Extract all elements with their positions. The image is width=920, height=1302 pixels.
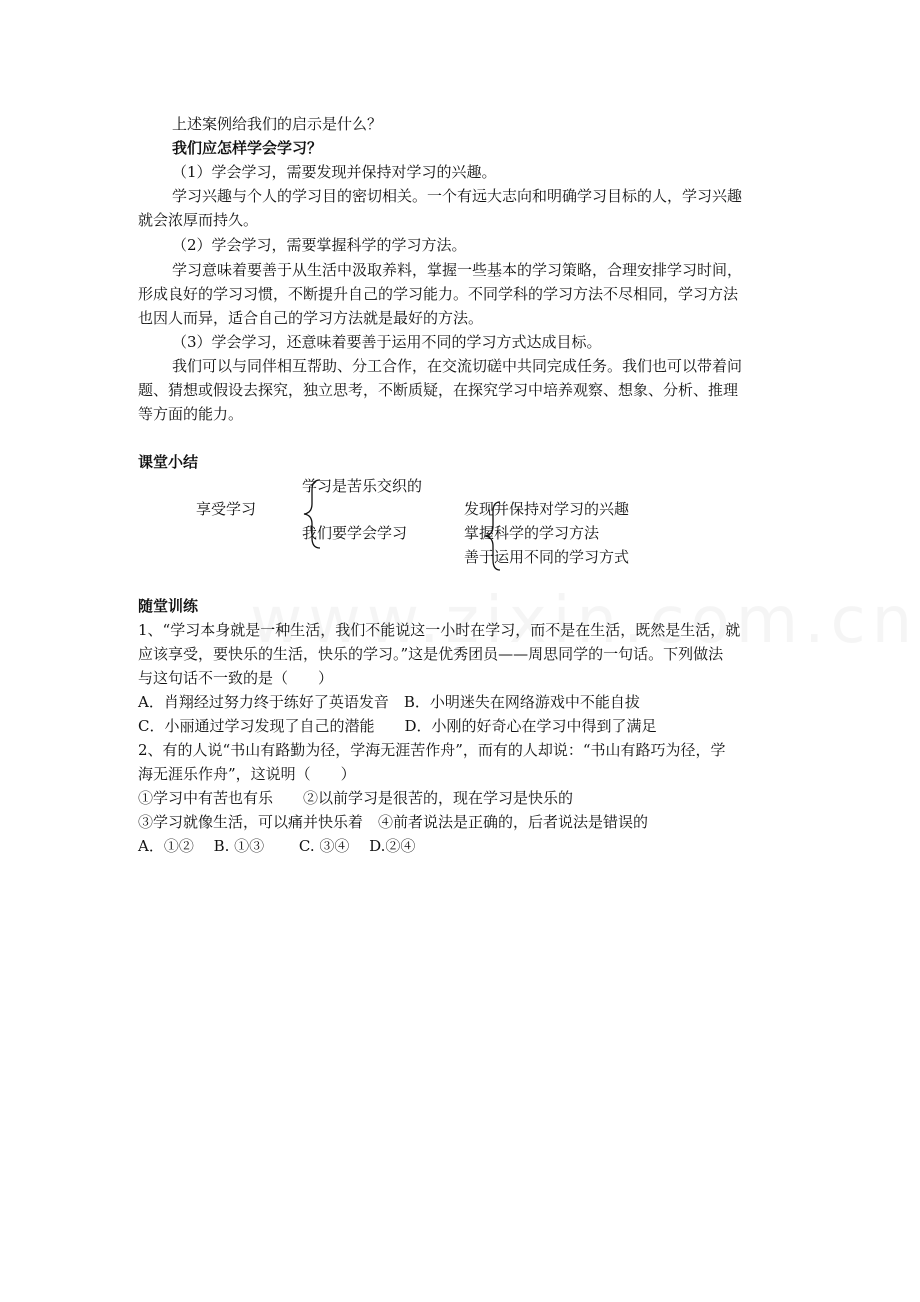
point-2-text: 学习意味着要善于从生活中汲取养料，掌握一些基本的学习策略，合理安排学习时间， (172, 261, 743, 279)
question-1-options: A．肖翔经过努力终于练好了英语发音 B．小明迷失在网络游戏中不能自拔 (138, 693, 640, 711)
point-3-text: 等方面的能力。 (138, 405, 244, 423)
point-2-text: 形成良好的学习习惯，不断提升自己的学习能力。不同学科的学习方法不尽相同，学习方法 (138, 285, 739, 303)
summary-sub-1: 发现并保持对学习的兴趣 (464, 500, 630, 518)
point-3-text: 我们可以与同伴相互帮助、分工合作，在交流切磋中共同完成任务。我们也可以带着问 (172, 357, 743, 375)
practice-heading: 随堂训练 (138, 597, 199, 615)
summary-root: 享受学习 (196, 500, 257, 518)
summary-sub-3: 善于运用不同的学习方式 (464, 548, 630, 566)
section-heading: 我们应怎样学会学习？ (172, 139, 323, 157)
question-2-items: ①学习中有苦也有乐 ②以前学习是很苦的，现在学习是快乐的 (138, 789, 574, 807)
summary-sub-2: 掌握科学的学习方法 (464, 524, 600, 542)
summary-heading: 课堂小结 (138, 453, 199, 471)
summary-branch-1: 学习是苦乐交织的 (302, 477, 423, 495)
question-1-text: 1、“学习本身就是一种生活，我们不能说这一小时在学习，而不是在生活，既然是生活，就 (138, 621, 741, 639)
question-2-options: A．①② B. ①③ C. ③④ D.②④ (138, 837, 416, 855)
point-3-title: （3）学会学习，还意味着要善于运用不同的学习方式达成目标。 (172, 333, 602, 351)
point-2-title: （2）学会学习，需要掌握科学的学习方法。 (172, 236, 467, 254)
question-1-text: 与这句话不一致的是（ ） (138, 669, 334, 687)
question-2-items: ③学习就像生活，可以痛并快乐着 ④前者说法是正确的，后者说法是错误的 (138, 813, 649, 831)
point-1-text: 学习兴趣与个人的学习目的密切相关。一个有远大志向和明确学习目标的人，学习兴趣 (172, 187, 743, 205)
question-2-text: 海无涯乐作舟”，这说明（ ） (138, 765, 356, 783)
question-1-text: 应该享受，要快乐的生活，快乐的学习。”这是优秀团员——周思同学的一句话。下列做法 (138, 645, 724, 663)
summary-branch-2: 我们要学会学习 (302, 524, 408, 542)
point-1-text: 就会浓厚而持久。 (138, 211, 259, 229)
question-2-text: 2、有的人说“书山有路勤为径，学海无涯苦作舟”，而有的人却说：“书山有路巧为径，学 (138, 741, 726, 759)
question-1-options: C．小丽通过学习发现了自己的潜能 D．小刚的好奇心在学习中得到了满足 (138, 717, 657, 735)
point-3-text: 题、猜想或假设去探究，独立思考，不断质疑，在探究学习中培养观察、想象、分析、推理 (138, 381, 739, 399)
question-text: 上述案例给我们的启示是什么？ (172, 115, 383, 133)
point-1-title: （1）学会学习，需要发现并保持对学习的兴趣。 (172, 163, 497, 181)
point-2-text: 也因人而异，适合自己的学习方法就是最好的方法。 (138, 309, 484, 327)
